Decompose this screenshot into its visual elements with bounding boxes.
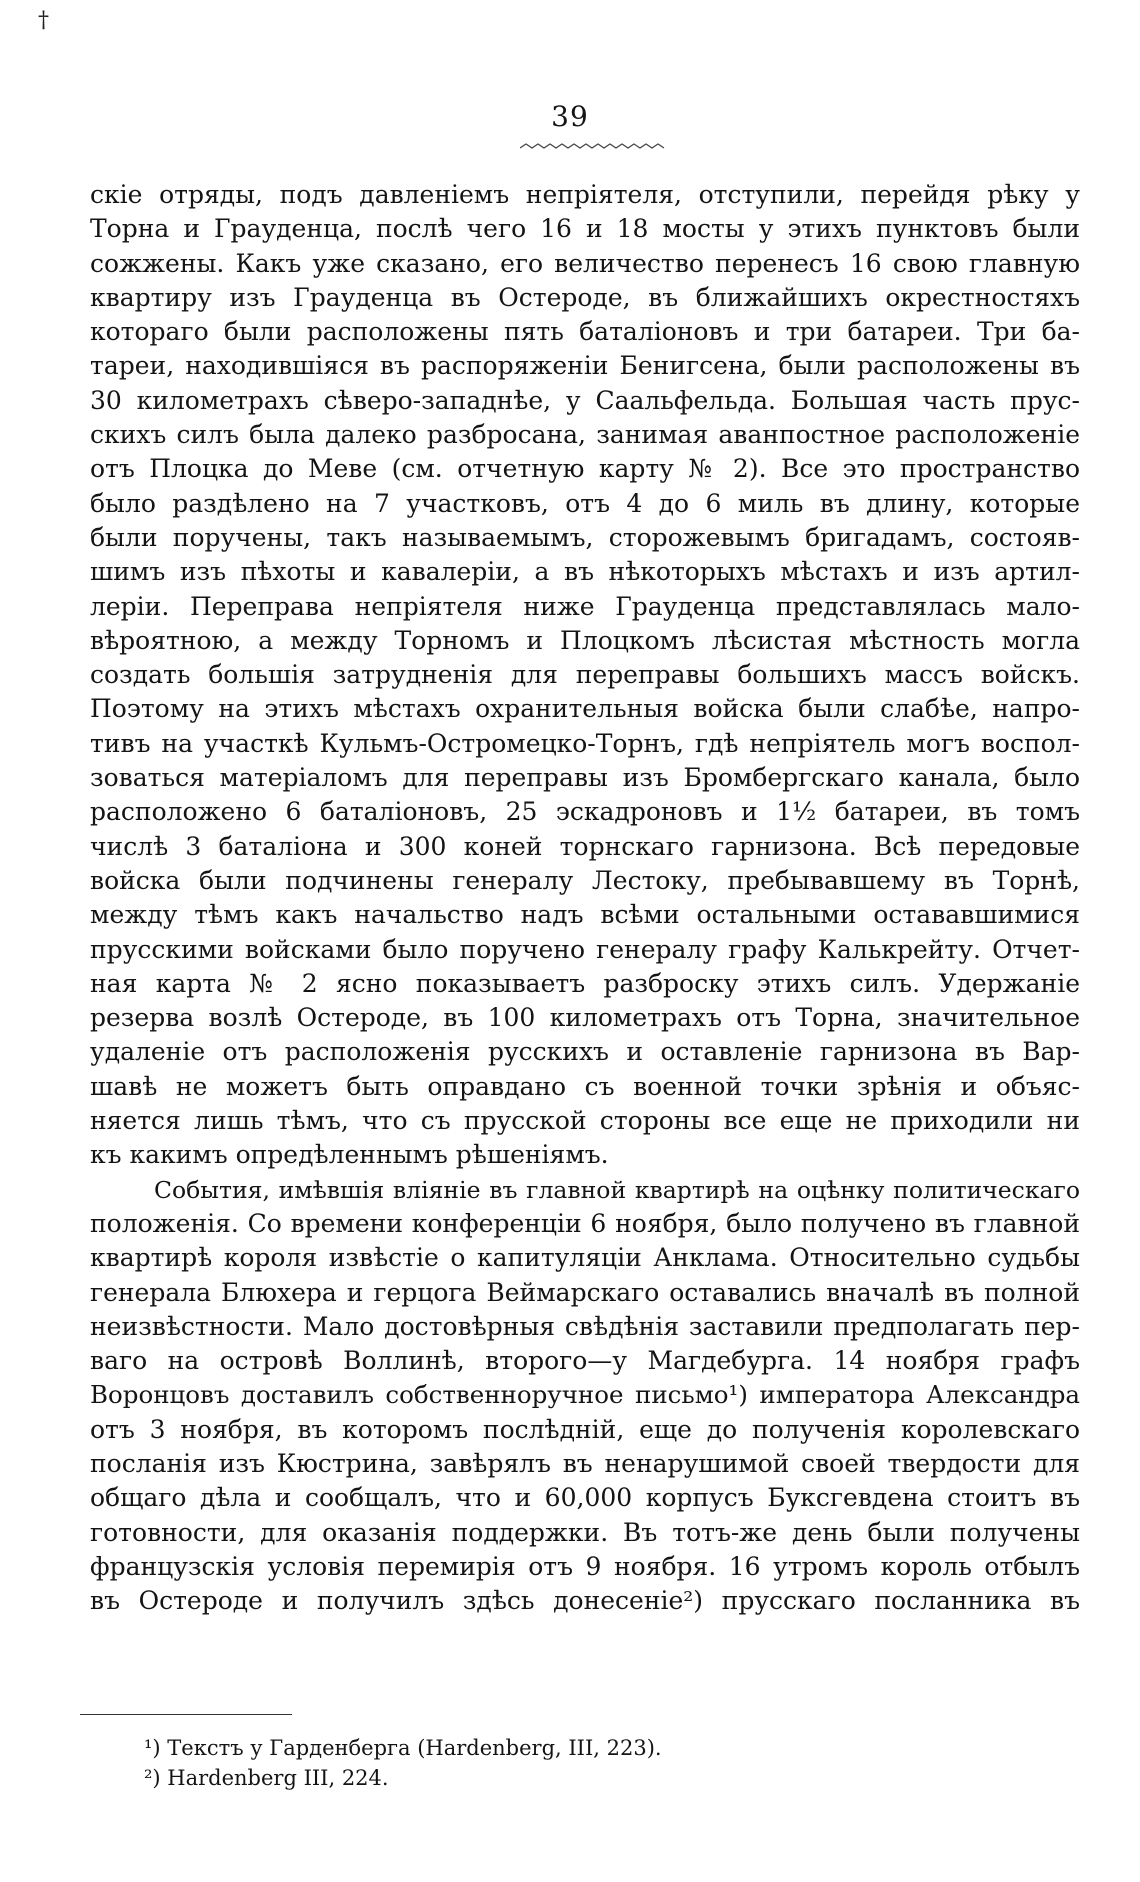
body-text <box>90 178 1080 1618</box>
text-line: тареи, находившіяся въ распоряженіи Бенигсена, были расположены въ <box>90 351 1080 381</box>
text-line: резерва возлѣ Остероде, въ 100 километрахъ отъ Торна, значительное <box>90 1003 1080 1033</box>
text-line: Воронцовъ доставилъ собственноручное письмо¹) императора Александра <box>90 1380 1080 1410</box>
text-line: общаго дѣла и сообщалъ, что и 60,000 корпусъ Буксгевдена стоитъ въ <box>90 1483 1080 1513</box>
text-line: ваго на островѣ Воллинѣ, второго—у Магдебурга. 14 ноября графъ <box>90 1346 1080 1376</box>
paragraph-1 <box>90 178 1080 1173</box>
text-line: скіе отряды, подъ давленіемъ непріятеля, отступили, перейдя рѣку у <box>90 180 1080 209</box>
text-line: генерала Блюхера и герцога Веймарскаго оставались вначалѣ въ полной <box>90 1277 1080 1307</box>
text-line: расположено 6 баталіоновъ, 25 эскадроновъ и 1½ батареи, въ томъ <box>90 797 1080 827</box>
text-line: прусскими войсками было поручено генералу графу Калькрейту. Отчет- <box>90 934 1080 964</box>
text-line: удаленіе отъ расположенія русскихъ и оставленіе гарнизона въ Вар- <box>90 1037 1080 1067</box>
text-line: зоваться матеріаломъ для переправы изъ Бромбергскаго канала, было <box>90 763 1080 793</box>
text-line: готовности, для оказанія поддержки. Въ тотъ-же день были получены <box>90 1517 1080 1547</box>
text-line: квартиру изъ Грауденца въ Остероде, въ ближайшихъ окрестностяхъ <box>90 282 1080 312</box>
footnotes <box>144 1733 844 1793</box>
text-line: шимъ изъ пѣхоты и кавалеріи, а въ нѣкоторыхъ мѣстахъ и изъ артил- <box>90 557 1080 587</box>
text-line: были поручены, такъ называемымъ, сторожевымъ бригадамъ, состояв- <box>90 522 1080 552</box>
text-line: ная карта № 2 ясно показываетъ разброску этихъ силъ. Удержаніе <box>90 968 1080 998</box>
text-line: отъ 3 ноября, въ которомъ послѣдній, еще до полученія королевскаго <box>90 1414 1080 1444</box>
page-number: 39 <box>551 100 589 133</box>
ornamental-rule <box>520 142 665 150</box>
text-line: положенія. Со времени конференціи 6 ноября, было получено въ главной <box>90 1208 1080 1238</box>
text-line: События, имѣвшія вліяніе въ главной квартирѣ на оцѣнку политическаго <box>154 1175 1080 1204</box>
text-line: создать большія затрудненія для переправы большихъ массъ войскъ. <box>90 660 1080 690</box>
text-line: няется лишь тѣмъ, что съ прусской стороны все еще не приходили ни <box>90 1106 1080 1136</box>
text-line: леріи. Переправа непріятеля ниже Грауденца представлялась мало- <box>90 591 1080 621</box>
text-line: между тѣмъ какъ начальство надъ всѣми остальными остававшимися <box>90 900 1080 930</box>
text-line: неизвѣстности. Мало достовѣрныя свѣдѣнія заставили предполагать пер- <box>90 1311 1080 1341</box>
text-line: Торна и Грауденца, послѣ чего 16 и 18 мосты у этихъ пунктовъ были <box>90 214 1080 244</box>
footnote-divider <box>80 1714 292 1715</box>
corner-mark: † <box>38 8 49 33</box>
text-line: посланія изъ Кюстрина, завѣрялъ въ ненарушимой своей твердости для <box>90 1448 1080 1478</box>
text-line: числѣ 3 баталіона и 300 коней торнскаго гарнизона. Всѣ передовые <box>90 831 1080 861</box>
text-line: квартирѣ короля извѣстіе о капитуляціи Анклама. Относительно судьбы <box>90 1243 1080 1273</box>
text-line: шавѣ не можетъ быть оправдано съ военной точки зрѣнія и объяс- <box>90 1071 1080 1101</box>
text-line: французскія условія перемирія отъ 9 ноября. 16 утромъ король отбылъ <box>90 1551 1080 1581</box>
text-line: отъ Плоцка до Меве (см. отчетную карту № 2). Все это пространство <box>90 454 1080 484</box>
text-line: къ какимъ опредѣленнымъ рѣшеніямъ. <box>90 1140 609 1170</box>
text-line: сожжены. Какъ уже сказано, его величество перенесъ 16 свою главную <box>90 248 1080 278</box>
footnote-2: ²) Hardenberg III, 224. <box>144 1766 389 1790</box>
text-line: въ Остероде и получилъ здѣсь донесеніе²) прусскаго посланника въ <box>90 1586 1080 1616</box>
paragraph-2 <box>90 1173 1080 1619</box>
text-line: Поэтому на этихъ мѣстахъ охранительныя войска были слабѣе, напро- <box>90 694 1080 724</box>
text-line: вѣроятною, а между Торномъ и Плоцкомъ лѣсистая мѣстность могла <box>90 625 1080 655</box>
footnote-1: ¹) Текстъ у Гарденберга (Hardenberg, III, 223). <box>144 1736 662 1760</box>
text-line: тивъ на участкѣ Кульмъ-Остромецко-Торнъ, гдѣ непріятель могъ воспол- <box>90 728 1080 758</box>
text-line: было раздѣлено на 7 участковъ, отъ 4 до 6 миль въ длину, которые <box>90 488 1080 518</box>
text-line: скихъ силъ была далеко разбросана, занимая аванпостное расположеніе <box>90 420 1080 450</box>
text-line: войска были подчинены генералу Лестоку, пребывавшему въ Торнѣ, <box>90 865 1080 895</box>
text-line: 30 километрахъ сѣверо-западнѣе, у Саальфельда. Большая часть прус- <box>90 385 1080 415</box>
text-line: котораго были расположены пять баталіоновъ и три батареи. Три ба- <box>90 317 1080 347</box>
